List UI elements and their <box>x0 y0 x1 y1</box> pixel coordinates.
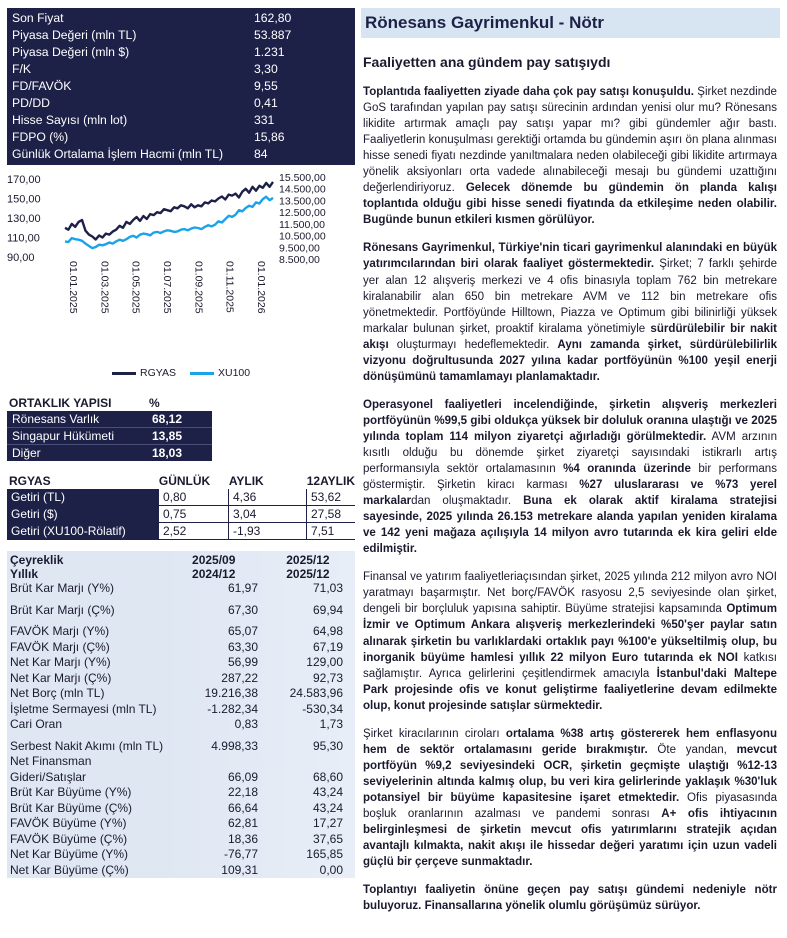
paragraph-segment: A+ ofis ihtiyacının belirginleşmesi de şirketin mevcut ofis yatırımlarını stratejik açıdan avantajlı kılmakta, nakit akışı ile hissedar değeri yaratımı için uzun vadeli güçlü bir çerçeve sunmaktadır. <box>363 807 777 869</box>
returns-header <box>7 473 355 489</box>
key-figure-label: Piyasa Değeri (mln $) <box>12 45 130 59</box>
key-figure-value: 3,30 <box>254 62 278 76</box>
paragraph-segment: bir performans göstermiştir. Şirketin kiracı karması <box>363 463 777 492</box>
financials-label: FAVÖK Marjı (Y%) <box>10 624 110 638</box>
price-chart <box>7 171 355 389</box>
ownership-row <box>7 445 212 461</box>
financials-value-p1: 22,18 <box>227 785 258 799</box>
financials-row <box>7 640 355 656</box>
x-tick-label: 01.05.2025 <box>129 261 142 314</box>
returns-value: 7,51 <box>311 524 335 538</box>
financials-label: Net Finansman <box>10 754 92 768</box>
financials-head-p1: 2025/09 2024/12 <box>192 553 236 581</box>
y-left-tick-label: 110,00 <box>7 232 40 245</box>
paragraph-segment: Gelecek dönemde bu gündemin ön planda kalışı toplantıda olduğu gibi hisse senedi fiyatında da etkileşime neden olabilir. Bugünde bunun etkileri kısmen görülüyor. <box>363 182 777 227</box>
key-figure-label: Günlük Ortalama İşlem Hacmi (mln TL) <box>12 147 224 161</box>
financials-value-p1: 4.998,33 <box>211 738 258 753</box>
financials-label: Net Kar Marjı (Y%) <box>10 655 111 669</box>
financials-row <box>7 702 355 718</box>
ownership-table <box>7 395 355 461</box>
financials-row <box>7 739 355 755</box>
financials-value-p1: -76,77 <box>223 847 258 861</box>
paragraph-segment: Şirket kiracılarının ciroları <box>363 727 506 740</box>
returns-value: 2,52 <box>159 523 229 539</box>
financials-value-p1: 62,81 <box>227 816 258 830</box>
x-tick-label: 01.11.2025 <box>223 261 236 313</box>
financials-row <box>7 624 355 640</box>
financials-table <box>7 551 355 878</box>
ownership-value: 13,85 <box>152 429 183 443</box>
returns-value: 3,04 <box>229 506 307 522</box>
returns-value: 4,36 <box>229 489 307 505</box>
financials-value-p2 <box>258 754 343 770</box>
report-paragraph <box>361 569 780 713</box>
financials-label: Gideri/Satışlar <box>10 769 87 784</box>
financials-value-p1: 63,30 <box>227 639 258 654</box>
ownership-rows <box>7 411 212 461</box>
report-subtitle: Faaliyetten ana gündem pay satışıydı <box>363 54 611 70</box>
financials-value-p2: 0,00 <box>319 862 343 877</box>
report-body <box>361 84 780 914</box>
key-figures-table <box>7 8 355 165</box>
paragraph-segment: Rönesans Gayrimenkul, Türkiye'nin ticari gayrimenkul alanındaki en büyük yatırımcılarından biri olarak faaliyet göstermektedir. <box>363 242 777 271</box>
financials-label: Net Kar Büyüme (Y%) <box>10 847 129 861</box>
financials-row <box>7 717 355 733</box>
returns-value: 0,75 <box>159 506 229 522</box>
financials-head-label: Çeyreklik Yıllık <box>10 553 64 581</box>
report-title: Rönesans Gayrimenkul - Nötr <box>361 8 780 38</box>
financials-row <box>7 816 355 832</box>
report-paragraph <box>361 240 780 384</box>
paragraph-segment: Ofis piyasasında boşluk oranlarının azalması ve pandemi sonrası <box>363 791 778 820</box>
financials-value-p1: 66,64 <box>227 800 258 815</box>
key-figure-label: Hisse Sayısı (mln lot) <box>12 113 128 127</box>
financials-row <box>7 754 355 770</box>
returns-row <box>7 523 355 540</box>
financials-value-p2: 43,24 <box>312 785 343 799</box>
financials-value-p2: 1,73 <box>319 717 343 731</box>
key-figure-row <box>7 112 355 129</box>
ownership-row <box>7 411 212 428</box>
ownership-col: % <box>149 396 160 410</box>
key-figure-value: 0,41 <box>254 96 278 110</box>
paragraph-segment: katkısı sağlamıştır. Ayrıca gelirlerini çeşitlendirmek amacıyla <box>363 651 777 680</box>
y-right-tick-label: 10.500,00 <box>279 230 326 243</box>
financials-value-p1: 66,09 <box>227 769 258 784</box>
paragraph-segment: Optimum İzmir ve Optimum Ankara alışveriş merkezlerindeki %50'şer paylar satın alınarak şirketin bu varlıklardaki ortaklık payı %100'e yükseltilmiş olup, bu inorganik büyüme hamlesi yıllık 22 milyon Euro tutarında ek NOI <box>363 603 777 664</box>
y-right-tick-label: 8.500,00 <box>279 254 320 266</box>
key-figure-value: 1.231 <box>254 45 285 59</box>
financials-value-p1: 287,22 <box>221 670 258 685</box>
financials-row <box>7 863 355 879</box>
financials-value-p2: 129,00 <box>306 655 343 669</box>
financials-label: FAVÖK Büyüme (Y%) <box>10 816 127 830</box>
paragraph-segment: Operasyonel faaliyetleri incelendiğinde, şirketin alışveriş merkezleri portföyünün %99,5 gibi oldukça yüksek bir doluluk oranına ulaştığı ve 2025 yılında toplam 114 milyon ziyaretçi ağırladığı görülmektedir. <box>363 398 777 443</box>
financials-label: Net Borç (mln TL) <box>10 686 105 700</box>
y-left-tick-label: 90,00 <box>7 252 35 264</box>
key-figure-row <box>7 27 355 44</box>
financials-header <box>7 551 355 581</box>
x-tick-label: 01.01.2025 <box>67 261 79 314</box>
key-figure-row <box>7 95 355 112</box>
financials-row <box>7 686 355 702</box>
financials-value-p1: 18,36 <box>227 831 258 846</box>
paragraph-segment: Toplantıyı faaliyetin önüne geçen pay satışı gündemi nedeniyle nötr buluyoruz. Finansallarına yönelik olumlu görüşümüz sürüyor. <box>363 884 777 913</box>
key-figure-row <box>7 10 355 27</box>
paragraph-segment: Şirket; 7 farklı şehirde yer alan 12 alışveriş merkezi ve 4 ofis binasıyla toplam 762 bin metrekare kiralanabilir alan 650 bin metrekare AVM ve 112 bin metrekare ofis yönetmektedir. Portföyünde Hilltown, Piazza ve Optimum gibi bilinirliği yüksek markalar bulunan şirket, proaktif kiralama yönetimiyle <box>363 258 778 335</box>
y-right-tick-label: 15.500,00 <box>279 172 326 184</box>
paragraph-segment: Toplantıda faaliyetten ziyade daha çok pay satışı konuşuldu. <box>363 86 694 98</box>
financials-rows <box>7 581 355 878</box>
returns-value: 27,58 <box>311 507 342 521</box>
financials-row <box>7 785 355 801</box>
returns-table <box>7 473 355 540</box>
returns-value: 53,62 <box>311 490 342 504</box>
report-paragraph <box>361 882 780 914</box>
financials-value-p2: 24.583,96 <box>289 686 343 700</box>
report-paragraph <box>361 397 780 557</box>
financials-value-p1 <box>178 754 258 770</box>
financials-value-p2: 43,24 <box>312 800 343 815</box>
financials-value-p1: 61,97 <box>227 581 258 595</box>
y-right-tick-label: 9.500,00 <box>279 242 320 255</box>
left-column <box>7 8 355 878</box>
ownership-header <box>7 395 355 411</box>
key-figure-value: 162,80 <box>254 11 292 25</box>
returns-value: 0,80 <box>159 489 229 505</box>
y-right-tick-label: 14.500,00 <box>279 183 326 196</box>
returns-row <box>7 489 355 506</box>
y-right-tick-label: 13.500,00 <box>279 195 326 208</box>
paragraph-segment: AVM arzının kısıtlı olduğu bu dönemde şirket ziyaretçi sayısındaki istikrarlı artış performansıyla sektör ortalamasının <box>363 430 777 476</box>
financials-value-p2: 37,65 <box>312 831 343 846</box>
key-figure-value: 84 <box>254 147 268 161</box>
legend-xu100: XU100 <box>190 367 250 379</box>
x-tick-label: 01.07.2025 <box>161 261 173 314</box>
key-figure-label: PD/DD <box>12 96 50 110</box>
returns-title: RGYAS <box>9 474 51 488</box>
financials-value-p1: 67,30 <box>227 602 258 617</box>
financials-value-p2: 165,85 <box>306 847 343 861</box>
ownership-name: Diğer <box>12 446 41 460</box>
financials-row <box>7 603 355 619</box>
y-left-tick-label: 130,00 <box>7 213 41 225</box>
key-figure-label: FD/FAVÖK <box>12 79 72 93</box>
y-left-tick-label: 150,00 <box>7 193 41 206</box>
ownership-name: Singapur Hükümeti <box>12 429 115 443</box>
key-figure-value: 15,86 <box>254 130 285 144</box>
returns-row <box>7 506 355 523</box>
key-figure-value: 331 <box>254 113 275 127</box>
key-figure-row <box>7 78 355 95</box>
financials-row <box>7 581 355 597</box>
financials-value-p1: -1.282,34 <box>207 701 258 716</box>
key-figure-label: Piyasa Değeri (mln TL) <box>12 28 137 42</box>
financials-label: Brüt Kar Marjı (Y%) <box>10 581 115 595</box>
financials-label: Net Kar Marjı (Ç%) <box>10 670 112 685</box>
financials-value-p2: 68,60 <box>312 769 343 784</box>
financials-label: FAVÖK Marjı (Ç%) <box>10 639 110 654</box>
financials-value-p1: 65,07 <box>227 624 258 638</box>
financials-row <box>7 847 355 863</box>
returns-name: Getiri (TL) <box>7 489 159 505</box>
paragraph-segment: sürdürülebilir bir nakit akışı <box>363 322 778 351</box>
paragraph-segment: %4 oranında üzerinde <box>563 463 691 476</box>
y-right-tick-label: 11.500,00 <box>279 218 325 231</box>
y-left-tick-label: 170,00 <box>7 174 41 186</box>
key-figure-value: 9,55 <box>254 79 278 93</box>
financials-row <box>7 655 355 671</box>
returns-col-monthly: AYLIK <box>228 474 264 488</box>
financials-label: İşletme Sermayesi (mln TL) <box>10 701 157 716</box>
financials-label: Brüt Kar Büyüme (Ç%) <box>10 800 133 815</box>
financials-value-p2: 71,03 <box>312 581 343 595</box>
financials-label: Cari Oran <box>10 717 63 731</box>
returns-name: Getiri (XU100-Rölatif) <box>7 523 159 539</box>
key-figure-value: 53.887 <box>254 28 292 42</box>
financials-value-p1: 109,31 <box>221 862 258 877</box>
paragraph-segment: Aynı zamanda şirket, sürdürülebilirlik vizyonu doğrultusunda 2027 yılına kadar portföyünün %100 yeşil enerji dönüşümünü tamamlamayı planlamaktadır. <box>363 338 777 383</box>
paragraph-segment: oluşturmayı hedeflemektedir. <box>388 338 558 351</box>
financials-row <box>7 671 355 687</box>
ownership-value: 68,12 <box>152 412 183 426</box>
key-figure-label: Son Fiyat <box>12 11 64 25</box>
paragraph-segment: Buna ek olarak aktif kiralama stratejisi sayesinde, 2025 yılında 26.153 metrekare alanda yapılan yeniden kiralama ve 142 yeni mağaza açılışıyla 14 milyon avro tutarında ek kira geliri elde edilmiştir. <box>363 495 778 556</box>
paragraph-segment: İstanbul'daki Maltepe Park projesinde ofis ve konut geliştirme faaliyetlerine devam edilmekte olup, konut projesinde satışlar sürmektedir. <box>363 667 777 712</box>
financials-row <box>7 770 355 786</box>
key-figure-label: F/K <box>12 62 31 76</box>
financials-label: Serbest Nakit Akımı (mln TL) <box>10 738 164 753</box>
right-column <box>361 8 780 914</box>
paragraph-segment: dan oluşmaktadır. <box>411 495 524 508</box>
financials-value-p2: 17,27 <box>312 816 343 830</box>
financials-value-p2: 69,94 <box>312 602 343 617</box>
financials-label: Brüt Kar Marjı (Ç%) <box>10 602 115 617</box>
financials-value-p2: 67,19 <box>312 639 343 654</box>
paragraph-segment: Finansal ve yatırım faaliyetleriaçısından şirket, 2025 yılında 212 milyon avro NOI yaratmayı başarmıştır. Net borç/FAVÖK rasyosu 2,5 seviyesinde olan şirket, dengeli bir borçluluk yapısına sahiptir. Büyüme stratejisi kapsamında <box>363 571 777 616</box>
returns-value: -1,93 <box>229 523 307 539</box>
financials-value-p2: 64,98 <box>312 624 343 638</box>
chart-legend <box>112 367 250 379</box>
key-figure-row <box>7 146 355 163</box>
paragraph-segment: %27 uluslararası ve %73 yerel markalar <box>363 479 777 508</box>
returns-name: Getiri ($) <box>7 506 159 522</box>
financials-label: Net Kar Büyüme (Ç%) <box>10 862 129 877</box>
paragraph-segment: ortalama %38 artış göstererek hem enflasyonu hem de sektör ortalamasını geride bırakmıştır. <box>363 727 778 756</box>
financials-head-p2: 2025/12 2025/12 <box>286 553 330 581</box>
paragraph-segment: mevcut portföyün %9,2 seviyesindeki OCR, şirketin geçmişte ulaştığı %12-13 seviyelerinin altında kalmış olup, bu veri kira gelirlerinde yaklaşık %30'luk potansiyel bir büyüme kapasitesine işaret etmektedir. <box>363 743 777 804</box>
y-right-tick-label: 12.500,00 <box>279 207 326 220</box>
financials-value-p2: 92,73 <box>312 670 343 685</box>
paragraph-segment: Şirket nezdinde GoS tarafından yapılan pay satışı sürecinin ardından yenisi olur mu? Rönesans likidite artırmak amaçlı pay satışı yapar mı? gibi gündemler ağır bastı. Faaliyetlerin konuşulması gerektiği ortamda bu gündemin aşırı ön plana alınması hisse senedi fiyatı nezdinde yanıltmalara neden olabileceği gibi likidite artırmaya yönelik aksiyonları orta vadede alınabileceği mesajı bu gündemi uzattığını değerlendiriyoruz. <box>363 86 777 195</box>
financials-label: FAVÖK Büyüme (Ç%) <box>10 831 128 846</box>
x-tick-label: 01.09.2025 <box>192 261 205 314</box>
financials-value-p2: 95,30 <box>312 738 343 753</box>
financials-label: Brüt Kar Büyüme (Y%) <box>10 785 132 799</box>
returns-col-daily: GÜNLÜK <box>158 474 211 488</box>
key-figure-row <box>7 129 355 146</box>
report-paragraph <box>361 84 780 228</box>
financials-value-p1: 0,83 <box>234 717 258 731</box>
ownership-name: Rönesans Varlık <box>12 412 100 426</box>
key-figure-row <box>7 61 355 78</box>
ownership-row <box>7 428 212 445</box>
x-tick-label: 01.03.2025 <box>98 261 111 314</box>
key-figure-label: FDPO (%) <box>12 130 69 144</box>
x-tick-label: 01.01.2026 <box>255 261 267 314</box>
financials-value-p1: 19.216,38 <box>204 686 258 700</box>
financials-row <box>7 801 355 817</box>
financials-value-p2: -530,34 <box>302 701 343 716</box>
price-chart-svg <box>7 171 355 363</box>
returns-col-annual: 12AYLIK <box>306 474 355 488</box>
paragraph-segment: Öte yandan, <box>647 743 737 756</box>
financials-value-p1: 56,99 <box>227 655 258 669</box>
returns-rows <box>7 489 355 540</box>
ownership-value: 18,03 <box>152 446 183 460</box>
legend-rgyas: RGYAS <box>112 367 176 379</box>
key-figure-row <box>7 44 355 61</box>
ownership-title: ORTAKLIK YAPISI <box>9 396 112 410</box>
report-paragraph <box>361 726 780 870</box>
financials-row <box>7 832 355 848</box>
